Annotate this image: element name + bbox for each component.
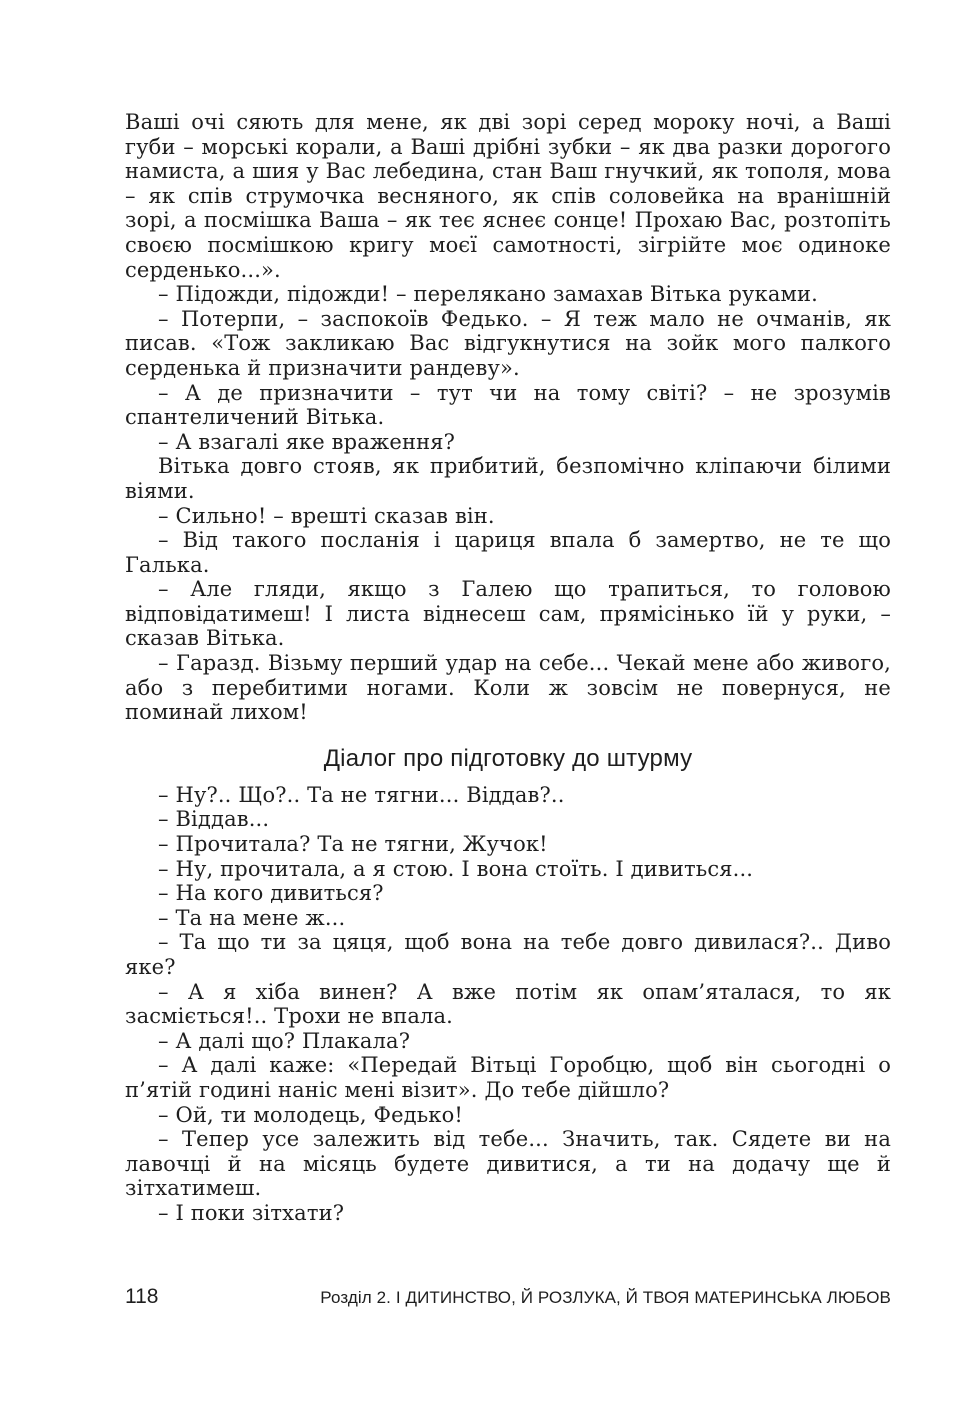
dialogue-line: – Ну, прочитала, а я стою. І вона стоїть. І дивиться... bbox=[158, 856, 754, 881]
dialogue-line: – На кого дивиться? bbox=[158, 881, 384, 906]
section-heading: Діалог про підготовку до штурму bbox=[323, 744, 693, 772]
paragraph: – А взагалі яке враження? bbox=[158, 429, 456, 454]
dialogue-line: – Та що ти за цяця, щоб вона на тебе довго дивилася?.. Диво яке? bbox=[125, 930, 891, 979]
dialogue-line: – А я хіба винен? А вже потім як опам’яталася, то як засміється!.. Трохи не впала. bbox=[125, 979, 891, 1029]
page-footer bbox=[125, 1285, 891, 1309]
page-body bbox=[125, 110, 891, 1226]
paragraph: – Потерпи, – заспокоїв Федько. – Я теж мало не очманів, як писав. «Тож закликаю Вас відгукнутися на зойк мого палкого серденька й призначити рандеву». bbox=[125, 306, 891, 380]
dialogue-line: – А далі каже: «Передай Вітьці Горобцю, щоб він сьогодні о п’ятій годині наніс мені візит». До тебе дійшло? bbox=[125, 1053, 891, 1102]
paragraph: Вітька довго стояв, як прибитий, безпомічно кліпаючи білими віями. bbox=[125, 454, 891, 503]
dialogue-line: – Віддав... bbox=[158, 807, 270, 832]
running-title: Розділ 2. І ДИТИНСТВО, Й РОЗЛУКА, Й ТВОЯ МАТЕРИНСЬКА ЛЮБОВ bbox=[320, 1288, 891, 1307]
dialogue-line: – І поки зітхати? bbox=[158, 1200, 345, 1225]
paragraph: – Підожди, підожди! – перелякано замахав Вітька руками. bbox=[158, 282, 818, 307]
dialogue-line: – Тепер усе залежить від тебе... Значить, так. Сядете ви на лавочці й на місяць будете дивитися, а ти на додачу ще й зітхатимеш. bbox=[125, 1127, 891, 1201]
paragraph: Ваші очі сяють для мене, як дві зорі серед мороку ночі, а Ваші губи – морські корали, а Ваші дрібні зубки – як два разки дорогого намиста, а шия у Вас лебедина, стан Ваш гнучкий, як тополя, мова – як спів струмочка весняного, як спів соловейка на вранішній зорі, а посмішка Ваша – як теє яснеє сонце! Прохаю Вас, розтопіть своєю посмішкою кригу моєї самотності, зігрійте моє одиноке серденько...». bbox=[125, 110, 891, 282]
dialogue-line: – Ой, ти молодець, Федько! bbox=[158, 1102, 463, 1127]
paragraph: – Але гляди, якщо з Галею що трапиться, то головою відповідатимеш! І листа віднесеш сам, прямісінько їй у руки, – сказав Вітька. bbox=[125, 577, 891, 651]
paragraph: – Від такого посланія і цариця впала б замертво, не те що Галька. bbox=[125, 528, 891, 577]
paragraph: – А де призначити – тут чи на тому світі? – не зрозумів спантеличений Вітька. bbox=[125, 380, 891, 430]
dialogue-line: – А далі що? Плакала? bbox=[158, 1028, 411, 1053]
dialogue-line: – Та на мене ж... bbox=[158, 905, 346, 930]
paragraph: – Сильно! – врешті сказав він. bbox=[158, 503, 495, 528]
paragraph: – Гаразд. Візьму перший удар на себе... Чекай мене або живого, або з перебитими ногами. Коли ж зовсім не повернуся, не поминай лихом! bbox=[125, 651, 891, 725]
dialogue-line: – Прочитала? Та не тягни, Жучок! bbox=[158, 832, 548, 857]
page-number: 118 bbox=[125, 1285, 159, 1308]
dialogue-line: – Ну?.. Що?.. Та не тягни... Віддав?.. bbox=[158, 782, 565, 807]
